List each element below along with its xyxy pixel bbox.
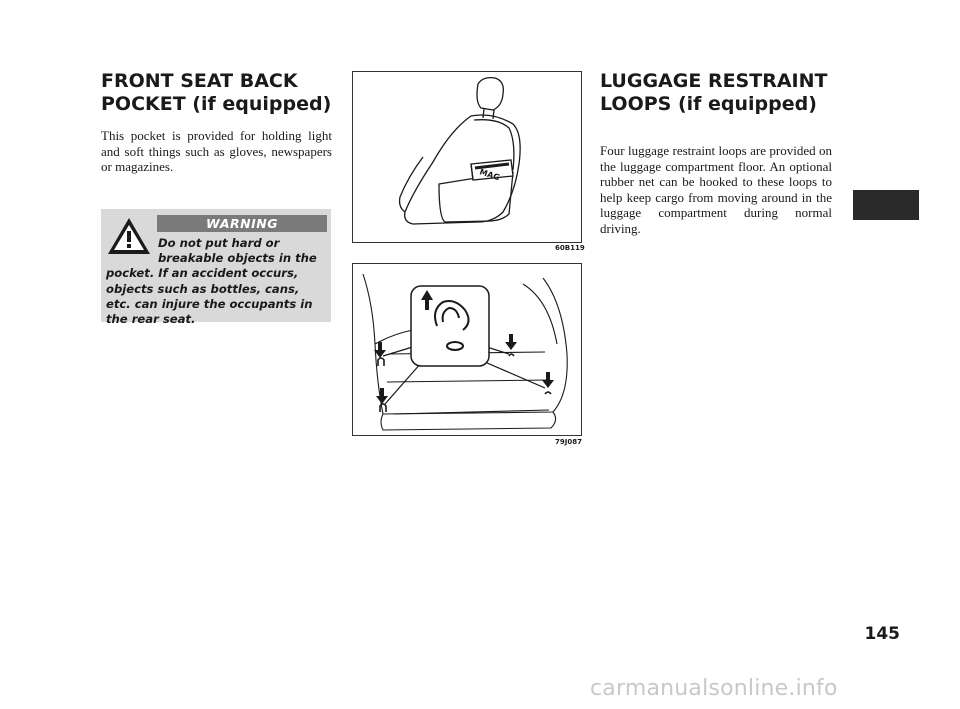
title-line-2: POCKET (if equipped) [101, 93, 332, 115]
figure-luggage-loops [352, 263, 582, 436]
figure-code-seat: 60B119 [555, 244, 585, 252]
page-number: 145 [864, 624, 900, 644]
section-title-luggage-loops [600, 70, 840, 116]
luggage-loops-body: Four luggage restraint loops are provided on the luggage compartment floor. An optional rubber net can be hooked to these loops to help keep cargo from moving around in the luggage compartment during normal driving. [600, 143, 832, 236]
title-line-1: FRONT SEAT BACK [101, 70, 298, 92]
watermark: carmanualsonline.info [590, 676, 838, 701]
seat-illustration [353, 72, 581, 242]
section-title-seat-pocket [101, 70, 341, 116]
warning-text-body: Do not put hard or breakable objects in the pocket. If an accident occurs, objects such as bottles, cans, etc. can injure the occupants in the rear seat. [106, 236, 317, 327]
title-line-1: LUGGAGE RESTRAINT [600, 70, 828, 92]
figure-code-luggage: 79J087 [555, 438, 582, 446]
luggage-compartment-illustration [353, 264, 581, 435]
pocket-magazine-label: MAG [478, 167, 501, 183]
seat-pocket-body: This pocket is provided for holding light and soft things such as gloves, newspapers or magazines. [101, 128, 332, 174]
warning-text [106, 236, 328, 327]
chapter-tab [853, 190, 919, 220]
warning-header: WARNING [157, 215, 327, 232]
figure-seat-pocket [352, 71, 582, 243]
title-line-2: LOOPS (if equipped) [600, 93, 817, 115]
